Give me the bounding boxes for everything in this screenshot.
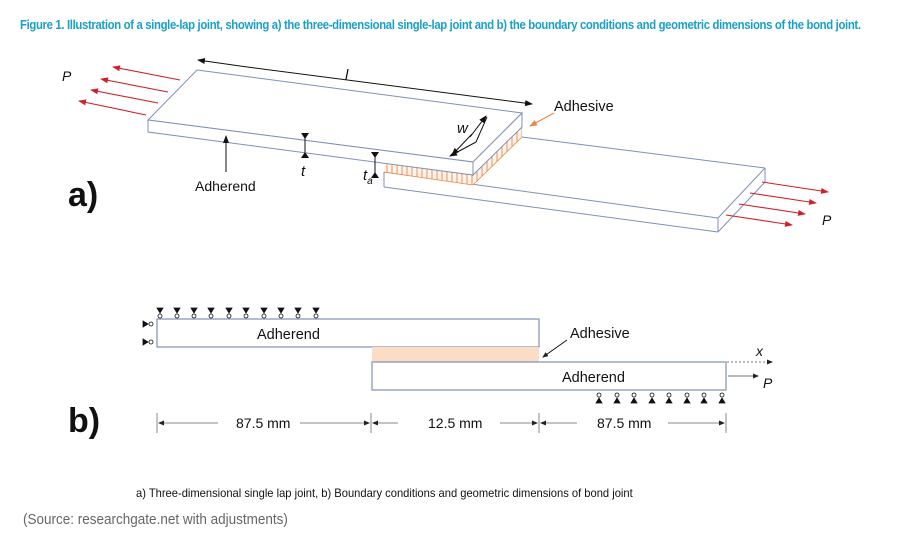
left-roller-supports — [143, 321, 153, 345]
adhesive-label-a: Adhesive — [554, 99, 614, 115]
panel-b-label: b) — [68, 402, 101, 440]
adherend-label-a: Adherend — [195, 178, 256, 194]
top-adherend-label: Adherend — [257, 327, 320, 343]
bottom-adherend-label: Adherend — [562, 370, 625, 386]
thickness-symbol: t — [301, 163, 306, 180]
dimension-left: 87.5 mm — [236, 415, 291, 431]
source-note: (Source: researchgate.net with adjustments) — [23, 511, 288, 528]
dimension-right: 87.5 mm — [597, 415, 652, 431]
panel-b — [68, 308, 773, 440]
x-axis-label: x — [756, 343, 763, 359]
top-adherend-2d — [157, 319, 539, 347]
adhesive-thickness-symbol: $t_a$ — [363, 167, 373, 187]
length-symbol: l — [345, 67, 349, 84]
load-label-b: P — [763, 375, 773, 391]
figure-title: Figure 1. Illustration of a single-lap joint, showing a) the three-dimensional single-lap joint and b) the boundary conditions and geometric dimensions of the bond joint. — [20, 17, 861, 32]
figure-caption: a) Three-dimensional single lap joint, b) Boundary conditions and geometric dimensions of bond joint — [136, 486, 633, 500]
adhesive-pointer-arrow — [530, 113, 554, 126]
width-symbol: w — [457, 120, 468, 137]
load-label-left: P — [62, 68, 72, 84]
top-roller-supports — [157, 308, 319, 318]
bottom-adherend-2d — [372, 362, 726, 390]
adhesive-layer-2d — [372, 347, 539, 362]
adhesive-label-b: Adhesive — [570, 326, 630, 342]
load-label-right: P — [822, 212, 832, 228]
dimension-overlap: 12.5 mm — [428, 415, 483, 431]
panel-a — [62, 60, 832, 232]
adhesive-pointer-b — [543, 340, 567, 357]
bottom-roller-supports — [596, 393, 725, 403]
panel-a-label: a) — [68, 176, 99, 214]
